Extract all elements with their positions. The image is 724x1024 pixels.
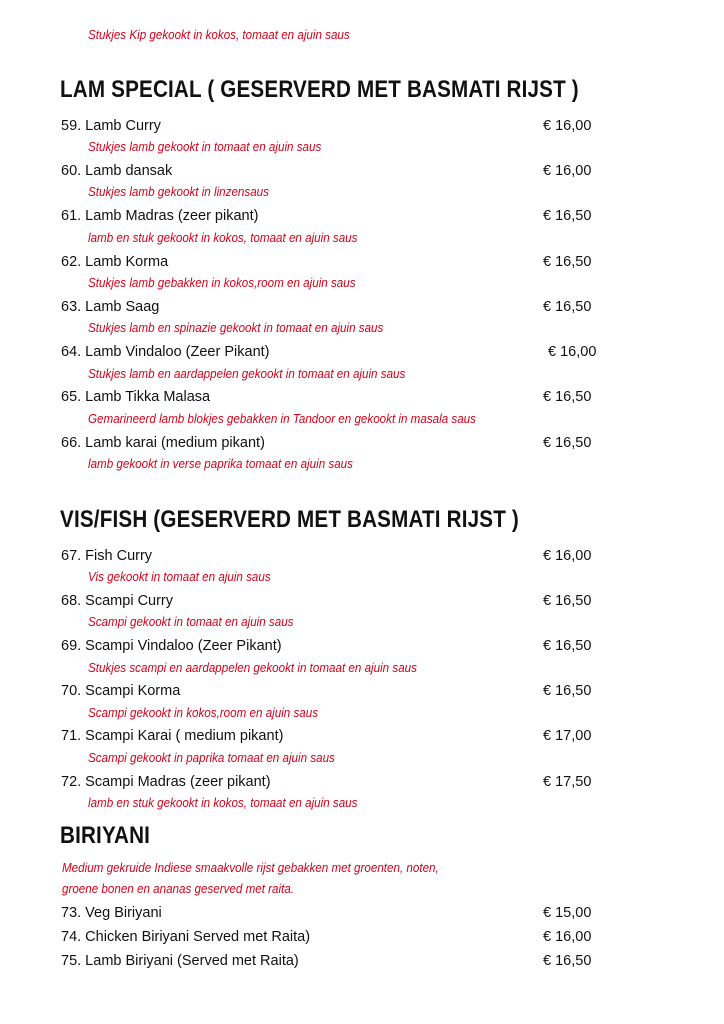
menu-item-description: Stukjes lamb gebakken in kokos,room en ajuin saus [88,276,356,290]
menu-item-name: 74. Chicken Biriyani Served met Raita) [61,929,311,945]
menu-item-name: 66. Lamb karai (medium pikant) [61,435,265,451]
menu-item-price: € 17,00 [543,728,592,744]
menu-item-price: € 15,00 [543,905,592,921]
menu-item-description: Stukjes lamb en spinazie gekookt in tomaat en ajuin saus [88,321,384,335]
section-title-lam-special: LAM SPECIAL ( GESERVERD MET BASMATI RIJST ) [60,76,579,103]
menu-item-price: € 16,50 [543,389,592,405]
menu-item-name: 65. Lamb Tikka Malasa [61,389,211,405]
menu-item-description: Gemarineerd lamb blokjes gebakken in Tandoor en gekookt in masala saus [88,412,476,426]
menu-item-price: € 16,00 [543,929,592,945]
menu-item-name: 72. Scampi Madras (zeer pikant) [61,774,271,790]
menu-item-name: 59. Lamb Curry [61,118,161,134]
menu-item-description: lamb en stuk gekookt in kokos, tomaat en ajuin saus [88,796,358,810]
menu-item-name: 71. Scampi Karai ( medium pikant) [61,728,284,744]
menu-item-price: € 16,00 [543,163,592,179]
menu-item-price: € 16,00 [543,118,592,134]
menu-item-name: 68. Scampi Curry [61,593,174,609]
menu-item-price: € 16,50 [543,254,592,270]
top-item-description: Stukjes Kip gekookt in kokos, tomaat en ajuin saus [88,28,350,42]
menu-item-description: lamb gekookt in verse paprika tomaat en ajuin saus [88,457,353,471]
menu-item-name: 62. Lamb Korma [61,254,169,270]
section-title-biriyani: BIRIYANI [60,822,151,849]
menu-item-name: 63. Lamb Saag [61,299,160,315]
menu-item-price: € 16,00 [548,344,597,360]
menu-item-name: 75. Lamb Biriyani (Served met Raita) [61,953,299,969]
menu-item-price: € 16,00 [543,548,592,564]
menu-item-description: Scampi gekookt in tomaat en ajuin saus [88,615,294,629]
menu-item-description: lamb en stuk gekookt in kokos, tomaat en ajuin saus [88,231,358,245]
menu-item-name: 69. Scampi Vindaloo (Zeer Pikant) [61,638,282,654]
menu-item-price: € 16,50 [543,593,592,609]
menu-item-name: 61. Lamb Madras (zeer pikant) [61,208,259,224]
menu-item-description: Vis gekookt in tomaat en ajuin saus [88,570,271,584]
menu-item-price: € 16,50 [543,953,592,969]
menu-item-price: € 16,50 [543,299,592,315]
menu-item-price: € 16,50 [543,683,592,699]
menu-item-name: 60. Lamb dansak [61,163,173,179]
menu-item-name: 70. Scampi Korma [61,683,181,699]
menu-item-name: 67. Fish Curry [61,548,153,564]
menu-item-price: € 16,50 [543,638,592,654]
menu-item-price: € 17,50 [543,774,592,790]
section-description-line-2: groene bonen en ananas geserved met raita. [62,882,295,896]
section-description-line-1: Medium gekruide Indiese smaakvolle rijst gebakken met groenten, noten, [62,861,439,875]
menu-item-description: Scampi gekookt in kokos,room en ajuin saus [88,706,319,720]
menu-item-description: Stukjes lamb gekookt in tomaat en ajuin saus [88,140,322,154]
menu-item-price: € 16,50 [543,435,592,451]
menu-item-price: € 16,50 [543,208,592,224]
menu-item-description: Scampi gekookt in paprika tomaat en ajuin saus [88,751,335,765]
menu-item-description: Stukjes lamb en aardappelen gekookt in tomaat en ajuin saus [88,367,406,381]
menu-item-name: 73. Veg Biriyani [61,905,162,921]
menu-item-description: Stukjes lamb gekookt in linzensaus [88,185,269,199]
menu-item-name: 64. Lamb Vindaloo (Zeer Pikant) [61,344,270,360]
section-title-fish: VIS/FISH (GESERVERD MET BASMATI RIJST ) [60,506,519,533]
menu-item-description: Stukjes scampi en aardappelen gekookt in tomaat en ajuin saus [88,661,417,675]
